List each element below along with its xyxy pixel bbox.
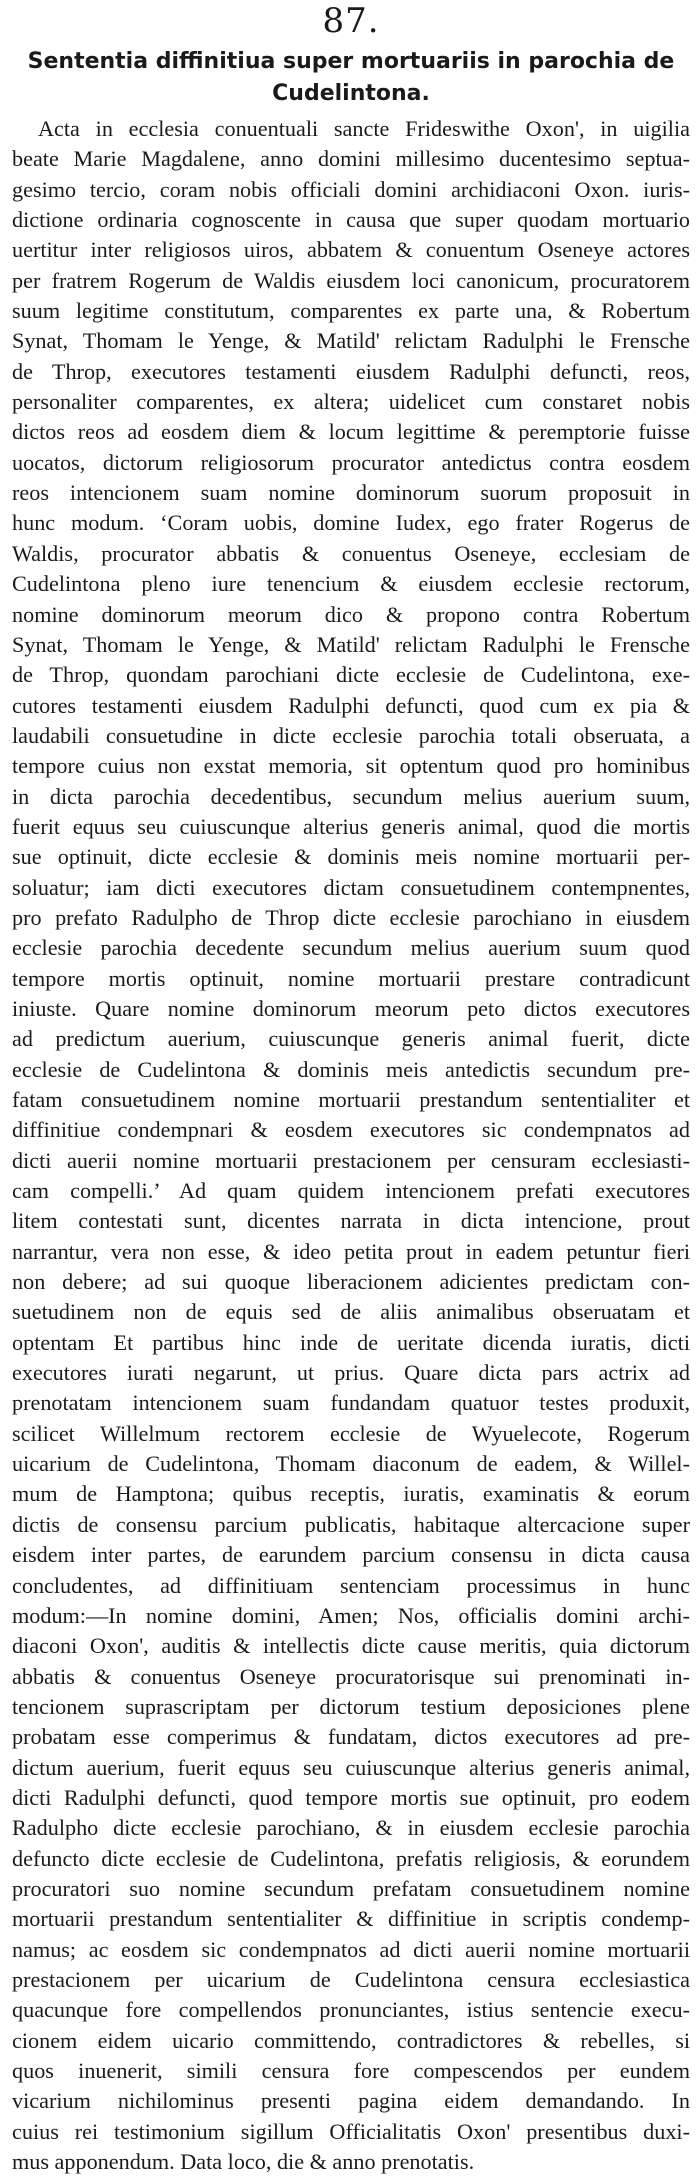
text-line: dictum auerium, fuerit equus seu cuiuscunque alterius generis animal,	[12, 1754, 690, 1780]
text-line: uertitur inter religiosos uiros, abbatem & conuentum Oseneye actores	[12, 237, 690, 263]
text-line: Waldis, procurator abbatis & conuentus Oseneye, ecclesiam de	[12, 540, 690, 566]
text-line: personaliter comparentes, ex altera; uidelicet cum constaret nobis	[12, 389, 690, 415]
text-line: dictione ordinaria cognoscente in causa que super quodam mortuario	[12, 207, 690, 233]
text-line: abbatis & conuentus Oseneye procuratorisque sui prenominati in-	[12, 1663, 690, 1689]
text-line: litem contestati sunt, dicentes narrata in dicta intencione, prout	[12, 1208, 690, 1234]
text-line: cuius rei testimonium sigillum Officialitatis Oxon' presentibus duxi-	[12, 2118, 690, 2144]
text-line: dicti auerii nomine mortuarii prestacionem per censuram ecclesiasti-	[12, 1147, 690, 1173]
document-title	[20, 46, 682, 110]
text-line: tempore cuius non exstat memoria, sit optentum quod pro hominibus	[12, 753, 690, 779]
text-line: optentam Et partibus hinc inde de ueritate dicenda iuratis, dicti	[12, 1329, 690, 1355]
text-line: de Throp, quondam parochiani dicte ecclesie de Cudelintona, exe-	[12, 662, 690, 688]
text-line: quacunque fore compellendos pronunciantes, istius sentencie execu-	[12, 1997, 690, 2023]
text-line: uocatos, dictorum religiosorum procurator antedictus contra eosdem	[12, 449, 690, 475]
text-line: reos intencionem suam nomine dominorum suorum proposuit in	[12, 480, 690, 506]
text-line: mum de Hamptona; quibus receptis, iuratis, examinatis & eorum	[12, 1481, 690, 1507]
text-line: Acta in ecclesia conuentuali sancte Frideswithe Oxon', in uigilia	[38, 116, 690, 141]
text-line: fuerit equus seu cuiuscunque alterius generis animal, quod die mortis	[12, 813, 690, 839]
text-line: per fratrem Rogerum de Waldis eiusdem loci canonicum, procuratorem	[12, 267, 690, 293]
text-line: tempore mortis optinuit, nomine mortuarii prestare contradicunt	[12, 965, 690, 991]
text-line: executores iurati negarunt, ut prius. Quare dicta pars actrix ad	[12, 1360, 690, 1386]
text-line: sue optinuit, dicte ecclesie & dominis meis nomine mortuarii per-	[12, 844, 690, 870]
text-line: diffinitiue condempnari & eosdem executores sic condempnatos ad	[12, 1117, 690, 1143]
text-line: ad predictum auerium, cuiuscunque generis animal fuerit, dicte	[12, 1026, 690, 1052]
text-line: ecclesie parochia decedente secundum melius auerium suum quod	[12, 935, 690, 961]
text-line: Radulpho dicte ecclesie parochiano, & in eiusdem ecclesie parochia	[12, 1815, 690, 1841]
text-line: modum:—In nomine domini, Amen; Nos, officialis domini archi-	[12, 1602, 690, 1628]
text-line: uicarium de Cudelintona, Thomam diaconum de eadem, & Willel-	[12, 1451, 690, 1477]
text-line: de Throp, executores testamenti eiusdem Radulphi defuncti, reos,	[12, 358, 690, 384]
text-line: probatam esse comperimus & fundatam, dictos executores ad pre-	[12, 1724, 690, 1750]
text-line: cionem eidem uicario committendo, contradictores & rebelles, si	[12, 2027, 690, 2053]
text-line: suetudinem non de equis sed de aliis animalibus obseruatam et	[12, 1299, 690, 1325]
text-line: mus apponendum. Data loco, die & anno prenotatis.	[12, 2149, 475, 2175]
text-line: cutores testamenti eiusdem Radulphi defuncti, quod cum ex pia &	[12, 692, 690, 718]
text-line: cam compelli.’ Ad quam quidem intencionem prefati executores	[12, 1178, 690, 1204]
text-line: scilicet Willelmum rectorem ecclesie de Wyuelecote, Rogerum	[12, 1420, 690, 1446]
text-line: tencionem suprascriptam per dictorum testium deposiciones plene	[12, 1693, 690, 1719]
text-line: Cudelintona pleno iure tenencium & eiusdem ecclesie rectorum,	[12, 571, 690, 597]
text-line: vicarium nichilominus presenti pagina eidem demandando. In	[12, 2088, 690, 2114]
document-body	[12, 114, 690, 2177]
text-line: iniuste. Quare nomine dominorum meorum peto dictos executores	[12, 995, 690, 1021]
text-line: prestacionem per uicarium de Cudelintona censura ecclesiastica	[12, 1966, 690, 1992]
text-line: fatam consuetudinem nomine mortuarii prestandum sententialiter et	[12, 1087, 690, 1112]
text-line: gesimo tercio, coram nobis officiali domini archidiaconi Oxon. iuris-	[12, 176, 690, 202]
text-line: Synat, Thomam le Yenge, & Matild' relictam Radulphi le Frensche	[12, 631, 690, 657]
text-line: suum legitime constitutum, comparentes ex parte una, & Robertum	[12, 298, 690, 324]
text-line: namus; ac eosdem sic condempnatos ad dicti auerii nomine mortuarii	[12, 1936, 690, 1962]
title-line: Sententia diffinitiua super mortuariis in parochia de	[27, 49, 675, 74]
text-line: mortuarii prestandum sententialiter & diffinitiue in scriptis condemp-	[12, 1906, 690, 1932]
text-line: nomine dominorum meorum dico & propono contra Robertum	[12, 601, 690, 627]
text-line: prenotatam intencionem suam fundandam quatuor testes produxit,	[12, 1390, 690, 1416]
text-line: in dicta parochia decedentibus, secundum melius auerium suum,	[12, 783, 690, 809]
text-line: defuncto dicte ecclesie de Cudelintona, prefatis religiosis, & eorundem	[12, 1845, 690, 1871]
text-line: non debere; ad sui quoque liberacionem adicientes predictam con-	[12, 1269, 690, 1295]
text-line: dicti Radulphi defuncti, quod tempore mortis sue optinuit, pro eodem	[12, 1784, 690, 1810]
text-line: hunc modum. ‘Coram uobis, domine Iudex, ego frater Rogerus de	[12, 510, 690, 536]
text-line: ecclesie de Cudelintona & dominis meis antedictis secundum pre-	[12, 1056, 690, 1082]
text-line: pro prefato Radulpho de Throp dicte ecclesie parochiano in eiusdem	[12, 904, 690, 930]
page-number: 87.	[322, 1, 380, 41]
text-line: soluatur; iam dicti executores dictam consuetudinem contempnentes,	[12, 874, 690, 900]
text-line: diaconi Oxon', auditis & intellectis dicte cause meritis, quia dictorum	[12, 1633, 690, 1659]
text-line: narrantur, vera non esse, & ideo petita prout in eadem petuntur fieri	[12, 1238, 690, 1264]
text-line: dictos reos ad eosdem diem & locum legittime & peremptorie fuisse	[12, 419, 690, 445]
text-line: concludentes, ad diffinitiuam sentenciam processimus in hunc	[12, 1572, 690, 1598]
text-line: beate Marie Magdalene, anno domini millesimo ducentesimo septua-	[12, 146, 690, 172]
text-line: Synat, Thomam le Yenge, & Matild' relictam Radulphi le Frensche	[12, 328, 690, 354]
text-line: laudabili consuetudine in dicte ecclesie parochia totali obseruata, a	[12, 722, 690, 748]
text-line: dictis de consensu parcium publicatis, habitaque altercacione super	[12, 1511, 690, 1537]
title-line: Cudelintona.	[272, 81, 430, 106]
text-line: eisdem inter partes, de earundem parcium consensu in dicta causa	[12, 1542, 690, 1568]
text-line: procuratori suo nomine secundum prefatam consuetudinem nomine	[12, 1875, 690, 1901]
text-line: quos inuenerit, simili censura fore compescendos per eundem	[12, 2058, 690, 2083]
